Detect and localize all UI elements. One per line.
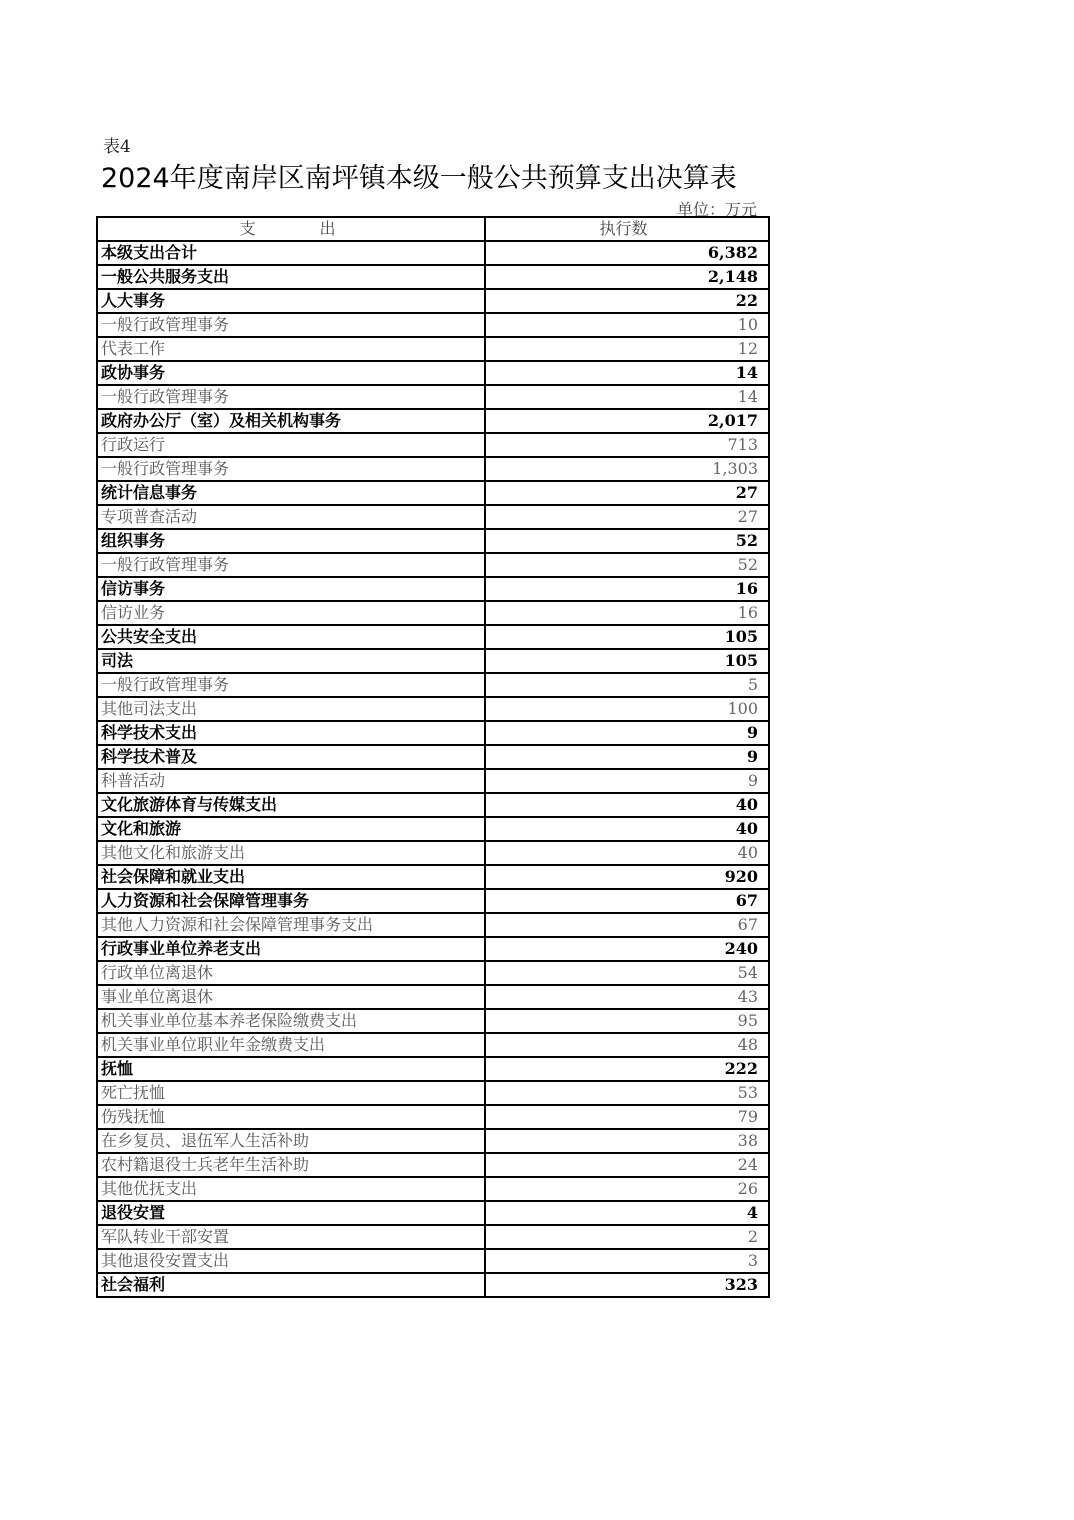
execution-amount: 67 bbox=[485, 913, 769, 937]
table-row bbox=[97, 553, 769, 577]
table-row bbox=[97, 1081, 769, 1105]
table-row bbox=[97, 361, 769, 385]
execution-amount: 240 bbox=[485, 937, 769, 961]
table-row bbox=[97, 577, 769, 601]
execution-amount: 920 bbox=[485, 865, 769, 889]
execution-amount: 2 bbox=[485, 1225, 769, 1249]
table-row bbox=[97, 889, 769, 913]
execution-amount: 40 bbox=[485, 793, 769, 817]
expenditure-item-name: 死亡抚恤 bbox=[97, 1081, 485, 1105]
table-row bbox=[97, 385, 769, 409]
execution-amount: 5 bbox=[485, 673, 769, 697]
table-row bbox=[97, 1225, 769, 1249]
table-header-row bbox=[97, 217, 769, 241]
execution-amount: 3 bbox=[485, 1249, 769, 1273]
table-row bbox=[97, 745, 769, 769]
table-row bbox=[97, 1249, 769, 1273]
expenditure-item-name: 信访事务 bbox=[97, 577, 485, 601]
table-number-label: 表4 bbox=[103, 137, 131, 157]
table-row bbox=[97, 265, 769, 289]
column-header-amount: 执行数 bbox=[485, 217, 769, 241]
table-row bbox=[97, 1057, 769, 1081]
expenditure-item-name: 代表工作 bbox=[97, 337, 485, 361]
expenditure-item-name: 科学技术普及 bbox=[97, 745, 485, 769]
execution-amount: 24 bbox=[485, 1153, 769, 1177]
table-row bbox=[97, 241, 769, 265]
expenditure-item-name: 其他人力资源和社会保障管理事务支出 bbox=[97, 913, 485, 937]
table-row bbox=[97, 457, 769, 481]
execution-amount: 2,148 bbox=[485, 265, 769, 289]
document-title: 2024年度南岸区南坪镇本级一般公共预算支出决算表 bbox=[101, 163, 737, 194]
execution-amount: 4 bbox=[485, 1201, 769, 1225]
expenditure-item-name: 其他优抚支出 bbox=[97, 1177, 485, 1201]
table-row bbox=[97, 289, 769, 313]
execution-amount: 105 bbox=[485, 625, 769, 649]
table-row bbox=[97, 1273, 769, 1297]
expenditure-item-name: 科普活动 bbox=[97, 769, 485, 793]
expenditure-item-name: 一般行政管理事务 bbox=[97, 313, 485, 337]
execution-amount: 22 bbox=[485, 289, 769, 313]
expenditure-item-name: 统计信息事务 bbox=[97, 481, 485, 505]
execution-amount: 67 bbox=[485, 889, 769, 913]
execution-amount: 100 bbox=[485, 697, 769, 721]
execution-amount: 48 bbox=[485, 1033, 769, 1057]
expenditure-item-name: 在乡复员、退伍军人生活补助 bbox=[97, 1129, 485, 1153]
table-row bbox=[97, 865, 769, 889]
expenditure-item-name: 一般行政管理事务 bbox=[97, 553, 485, 577]
execution-amount: 9 bbox=[485, 721, 769, 745]
execution-amount: 1,303 bbox=[485, 457, 769, 481]
table-row bbox=[97, 1153, 769, 1177]
expenditure-item-name: 一般公共服务支出 bbox=[97, 265, 485, 289]
expenditure-item-name: 伤残抚恤 bbox=[97, 1105, 485, 1129]
unit-label: 单位：万元 bbox=[677, 200, 758, 219]
expenditure-item-name: 其他退役安置支出 bbox=[97, 1249, 485, 1273]
execution-amount: 6,382 bbox=[485, 241, 769, 265]
table-row bbox=[97, 913, 769, 937]
expenditure-item-name: 信访业务 bbox=[97, 601, 485, 625]
table-row bbox=[97, 505, 769, 529]
execution-amount: 27 bbox=[485, 505, 769, 529]
table-row bbox=[97, 985, 769, 1009]
table-row bbox=[97, 1009, 769, 1033]
execution-amount: 38 bbox=[485, 1129, 769, 1153]
table-row bbox=[97, 673, 769, 697]
table-row bbox=[97, 601, 769, 625]
table-row bbox=[97, 721, 769, 745]
expenditure-item-name: 农村籍退役士兵老年生活补助 bbox=[97, 1153, 485, 1177]
execution-amount: 95 bbox=[485, 1009, 769, 1033]
expenditure-item-name: 司法 bbox=[97, 649, 485, 673]
expenditure-item-name: 行政事业单位养老支出 bbox=[97, 937, 485, 961]
table-row bbox=[97, 529, 769, 553]
expenditure-item-name: 其他文化和旅游支出 bbox=[97, 841, 485, 865]
execution-amount: 79 bbox=[485, 1105, 769, 1129]
expenditure-item-name: 抚恤 bbox=[97, 1057, 485, 1081]
expenditure-item-name: 社会保障和就业支出 bbox=[97, 865, 485, 889]
table-row bbox=[97, 1129, 769, 1153]
execution-amount: 16 bbox=[485, 601, 769, 625]
table-row bbox=[97, 433, 769, 457]
expenditure-item-name: 组织事务 bbox=[97, 529, 485, 553]
table-row bbox=[97, 409, 769, 433]
table-row bbox=[97, 841, 769, 865]
execution-amount: 43 bbox=[485, 985, 769, 1009]
execution-amount: 16 bbox=[485, 577, 769, 601]
execution-amount: 53 bbox=[485, 1081, 769, 1105]
table-row bbox=[97, 937, 769, 961]
execution-amount: 52 bbox=[485, 553, 769, 577]
execution-amount: 10 bbox=[485, 313, 769, 337]
execution-amount: 323 bbox=[485, 1273, 769, 1297]
table-row bbox=[97, 1105, 769, 1129]
expenditure-item-name: 科学技术支出 bbox=[97, 721, 485, 745]
expenditure-item-name: 人大事务 bbox=[97, 289, 485, 313]
table-row bbox=[97, 625, 769, 649]
expenditure-item-name: 文化旅游体育与传媒支出 bbox=[97, 793, 485, 817]
expenditure-item-name: 其他司法支出 bbox=[97, 697, 485, 721]
execution-amount: 14 bbox=[485, 361, 769, 385]
expenditure-item-name: 文化和旅游 bbox=[97, 817, 485, 841]
execution-amount: 26 bbox=[485, 1177, 769, 1201]
table-row bbox=[97, 1201, 769, 1225]
table-row bbox=[97, 817, 769, 841]
expenditure-item-name: 政府办公厅（室）及相关机构事务 bbox=[97, 409, 485, 433]
execution-amount: 40 bbox=[485, 817, 769, 841]
expenditure-item-name: 事业单位离退休 bbox=[97, 985, 485, 1009]
execution-amount: 27 bbox=[485, 481, 769, 505]
table-row bbox=[97, 793, 769, 817]
table-row bbox=[97, 961, 769, 985]
expenditure-item-name: 一般行政管理事务 bbox=[97, 385, 485, 409]
expenditure-item-name: 一般行政管理事务 bbox=[97, 457, 485, 481]
expenditure-item-name: 机关事业单位职业年金缴费支出 bbox=[97, 1033, 485, 1057]
table-row bbox=[97, 1033, 769, 1057]
execution-amount: 12 bbox=[485, 337, 769, 361]
budget-expenditure-table bbox=[96, 216, 770, 1298]
execution-amount: 40 bbox=[485, 841, 769, 865]
expenditure-item-name: 专项普查活动 bbox=[97, 505, 485, 529]
execution-amount: 9 bbox=[485, 745, 769, 769]
expenditure-item-name: 一般行政管理事务 bbox=[97, 673, 485, 697]
execution-amount: 105 bbox=[485, 649, 769, 673]
expenditure-item-name: 行政运行 bbox=[97, 433, 485, 457]
execution-amount: 222 bbox=[485, 1057, 769, 1081]
expenditure-item-name: 本级支出合计 bbox=[97, 241, 485, 265]
table-row bbox=[97, 649, 769, 673]
table-row bbox=[97, 481, 769, 505]
table-row bbox=[97, 697, 769, 721]
table-row bbox=[97, 769, 769, 793]
execution-amount: 14 bbox=[485, 385, 769, 409]
expenditure-item-name: 退役安置 bbox=[97, 1201, 485, 1225]
table-body bbox=[97, 241, 769, 1297]
expenditure-item-name: 军队转业干部安置 bbox=[97, 1225, 485, 1249]
table-row bbox=[97, 1177, 769, 1201]
execution-amount: 9 bbox=[485, 769, 769, 793]
column-header-expenditure: 支 出 bbox=[97, 217, 485, 241]
expenditure-item-name: 公共安全支出 bbox=[97, 625, 485, 649]
execution-amount: 2,017 bbox=[485, 409, 769, 433]
table-row bbox=[97, 337, 769, 361]
table-row bbox=[97, 313, 769, 337]
execution-amount: 713 bbox=[485, 433, 769, 457]
execution-amount: 54 bbox=[485, 961, 769, 985]
expenditure-item-name: 人力资源和社会保障管理事务 bbox=[97, 889, 485, 913]
execution-amount: 52 bbox=[485, 529, 769, 553]
expenditure-item-name: 机关事业单位基本养老保险缴费支出 bbox=[97, 1009, 485, 1033]
expenditure-item-name: 行政单位离退休 bbox=[97, 961, 485, 985]
expenditure-item-name: 社会福利 bbox=[97, 1273, 485, 1297]
expenditure-item-name: 政协事务 bbox=[97, 361, 485, 385]
